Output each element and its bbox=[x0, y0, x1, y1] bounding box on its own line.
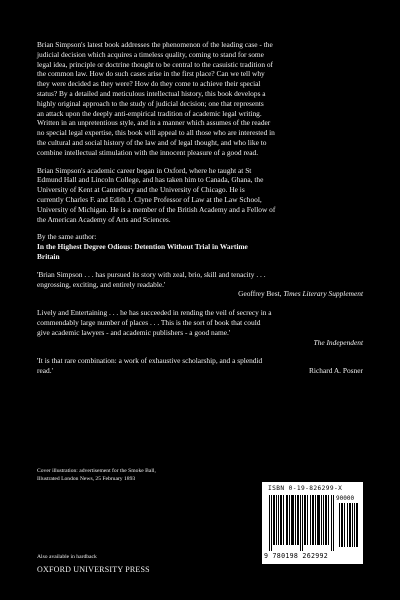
also-available-note: Also available in hardback bbox=[37, 554, 97, 560]
bio-line: Edmund Hall and Lincoln College, and has taken him to Canada, Ghana, the bbox=[37, 175, 264, 185]
other-book-title-line: In the Highest Degree Odious: Detention Without Trial in Wartime bbox=[37, 242, 248, 252]
blurb-line: Written in an unpretentious style, and in a manner which assumes of the reader bbox=[37, 118, 271, 128]
back-cover-text bbox=[37, 40, 363, 385]
blurb-line: the common law. How do such cases arise in the first place? Can we tell why bbox=[37, 69, 265, 79]
other-book-title-line: Britain bbox=[37, 251, 60, 261]
blurb-line: no special legal expertise, this book will appeal to all those who are interested in bbox=[37, 128, 275, 138]
blurb-paragraph-1 bbox=[37, 40, 363, 158]
blurb-line: an attack upon the deeply anti-empirical tradition of academic legal writing. bbox=[37, 108, 262, 118]
review-line: read.' bbox=[37, 366, 53, 376]
price-addon-code: 90000 bbox=[336, 495, 355, 502]
author-bio-paragraph bbox=[37, 166, 363, 225]
review-quote-1 bbox=[37, 270, 363, 299]
cover-illustration-credit bbox=[37, 468, 237, 483]
bio-line: the American Academy of Arts and Sciences. bbox=[37, 214, 171, 224]
review-author: Geoffrey Best, bbox=[238, 289, 282, 299]
by-same-author-heading: By the same author: bbox=[37, 232, 97, 242]
review-line: give academic lawyers - and academic publishers - a good name.' bbox=[37, 327, 231, 337]
ean-number: 9 780198 262992 bbox=[264, 552, 329, 560]
blurb-line: highly original approach to the study of judicial decision; one that represents bbox=[37, 98, 264, 108]
review-quote-2 bbox=[37, 308, 363, 347]
review-author: Richard A. Posner bbox=[309, 366, 363, 376]
credit-line: Illustrated London News, 25 February 1893 bbox=[37, 475, 136, 482]
review-attribution bbox=[37, 338, 363, 348]
review-quote-3 bbox=[37, 356, 363, 376]
blurb-line: combine intellectual stimulation with the innocent pleasure of a good read. bbox=[37, 147, 259, 157]
review-line: 'It is that rare combination: a work of exhaustive scholarship, and a splendid bbox=[37, 356, 263, 366]
review-line: Lively and Entertaining . . . he has succeeded in rending the veil of secrecy in a bbox=[37, 308, 272, 318]
blurb-line: the cultural and social history of the law and of legal thought, and who like to bbox=[37, 137, 267, 147]
bio-line: University of Kent at Canterbury and the University of Chicago. He is bbox=[37, 185, 245, 195]
review-line: 'Brian Simpson . . . has pursued its story with zeal, brio, skill and tenacity . . . bbox=[37, 269, 266, 279]
ean-barcode-bars bbox=[267, 495, 359, 551]
review-attribution bbox=[37, 289, 363, 299]
bio-line: University of Michigan. He is a member of the British Academy and a Fellow of bbox=[37, 204, 276, 214]
review-line: engrossing, exciting, and entirely readable.' bbox=[37, 279, 166, 289]
isbn-label: ISBN 0-19-826299-X bbox=[268, 485, 343, 492]
blurb-line: they were decided as they were? How do they come to achieve their special bbox=[37, 79, 261, 89]
review-line: commendably large number of places . . . This is the sort of book that could bbox=[37, 317, 261, 327]
other-book-title bbox=[37, 242, 363, 262]
credit-line: Cover illustration: advertisement for the Smoke Ball, bbox=[37, 468, 156, 474]
blurb-line: Brian Simpson's latest book addresses the phenomenon of the leading case - the bbox=[37, 40, 273, 49]
blurb-line: legal idea, principle or doctrine thought to be central to the casuistic tradition of bbox=[37, 59, 274, 69]
bio-line: currently Charles F. and Edith J. Clyne Professor of Law at the Law School, bbox=[37, 194, 262, 204]
blurb-line: status? By a detailed and meticulous intellectual history, this book develops a bbox=[37, 88, 266, 98]
isbn-barcode bbox=[262, 482, 363, 564]
bio-line: Brian Simpson's academic career began in Oxford, where he taught at St bbox=[37, 165, 252, 175]
review-source: The Independent bbox=[313, 337, 363, 347]
blurb-line: judicial decision which acquires a timeless quality, coming to stand for some bbox=[37, 49, 264, 59]
publisher-name: OXFORD UNIVERSITY PRESS bbox=[37, 565, 150, 574]
review-source: Times Literary Supplement bbox=[283, 289, 363, 299]
